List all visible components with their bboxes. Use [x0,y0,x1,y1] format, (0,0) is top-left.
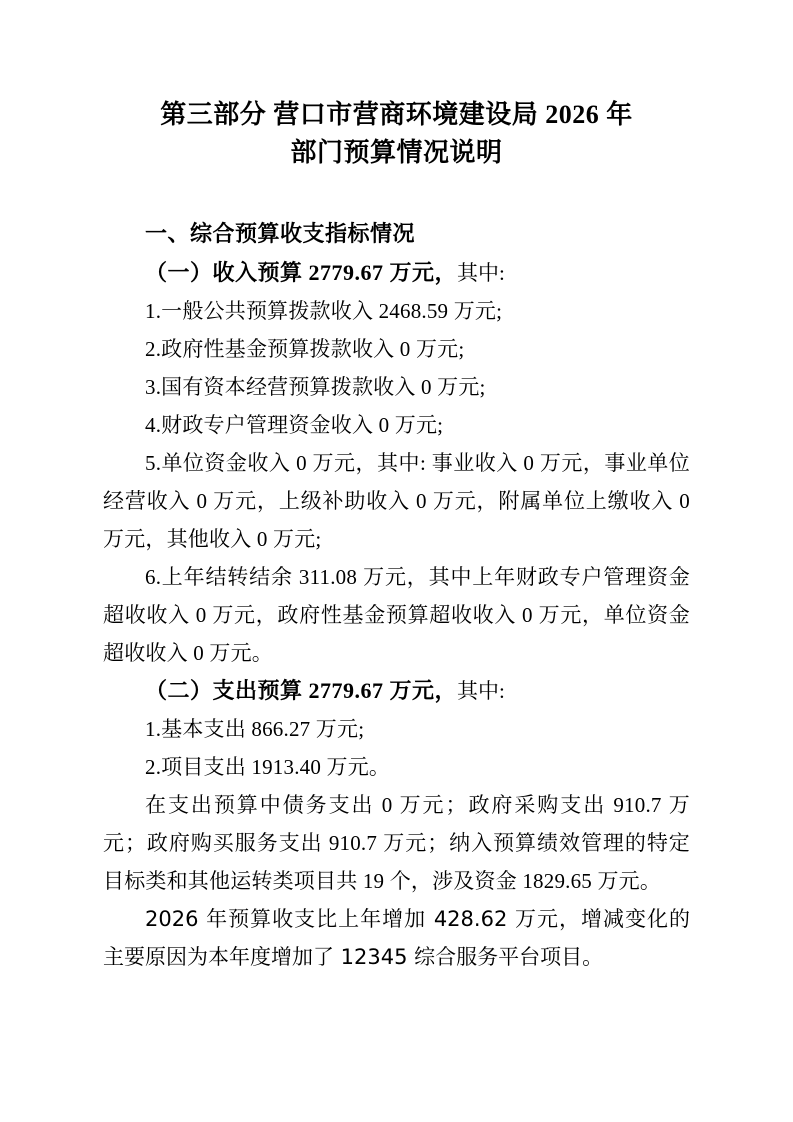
income-item-fiscal-special-account: 4.财政专户管理资金收入 0 万元; [145,413,444,437]
expenditure-budget-subheading-bold: （二）支出预算 2779.67 万元， [145,678,458,703]
section-heading-comprehensive-budget: 一、综合预算收支指标情况 [145,222,416,247]
income-budget-subheading-rest: 其中: [457,261,505,285]
expenditure-detail-paragraph: 在支出预算中债务支出 0 万元；政府采购支出 910.7 万元；政府购买服务支出 910.7 万元；纳入预算绩效管理的特定目标类和其他运转类项目共 19 个，涉及资金 1829.65 万元。 [103,793,690,893]
document-title-line2: 部门预算情况说明 [290,138,503,167]
budget-change-note-paragraph: 2026 年预算收支比上年增加 428.62 万元，增减变化的主要原因为本年度增加了 12345 综合服务平台项目。 [103,907,690,969]
document-title-line1: 第三部分 营口市营商环境建设局 2026 年 [160,100,633,129]
document-title [103,96,690,172]
income-item-government-fund: 2.政府性基金预算拨款收入 0 万元; [145,337,465,361]
income-budget-subheading [103,254,690,292]
expenditure-item-basic: 1.基本支出 866.27 万元; [145,717,365,741]
income-item-unit-funds: 5.单位资金收入 0 万元，其中: 事业收入 0 万元，事业单位经营收入 0 万元，上级补助收入 0 万元，附属单位上缴收入 0 万元，其他收入 0 万元; [103,451,690,551]
income-item-general-public-budget: 1.一般公共预算拨款收入 2468.59 万元; [145,299,503,323]
income-item-state-capital: 3.国有资本经营预算拨款收入 0 万元; [145,375,486,399]
income-budget-subheading-bold: （一）收入预算 2779.67 万元， [145,260,458,285]
expenditure-item-project: 2.项目支出 1913.40 万元。 [145,755,391,779]
expenditure-budget-subheading [103,672,690,710]
expenditure-budget-subheading-rest: 其中: [457,679,505,703]
income-item-carryover-balance: 6.上年结转结余 311.08 万元，其中上年财政专户管理资金超收收入 0 万元，政府性基金预算超收收入 0 万元，单位资金超收收入 0 万元。 [103,565,690,665]
